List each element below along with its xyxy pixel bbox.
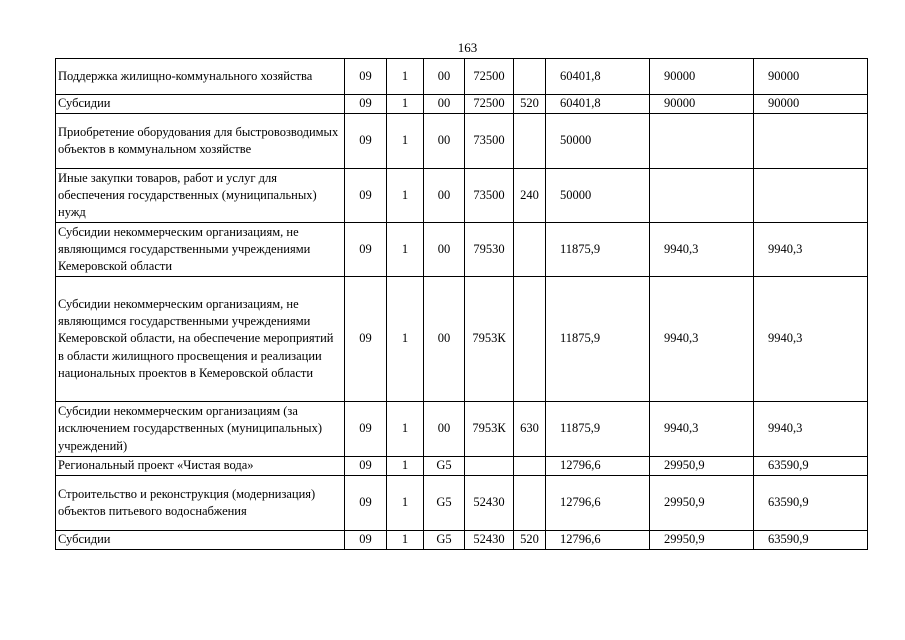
- row-code: 73500: [465, 114, 514, 169]
- row-value-1: 11875,9: [546, 277, 650, 402]
- row-value-3: 63590,9: [754, 476, 868, 531]
- row-value-3: 63590,9: [754, 457, 868, 476]
- row-name: Поддержка жилищно-коммунального хозяйства: [56, 59, 345, 95]
- row-value-2: 9940,3: [650, 402, 754, 457]
- row-subsection: 1: [387, 277, 424, 402]
- row-type: 520: [514, 95, 546, 114]
- row-value-2: [650, 114, 754, 169]
- row-type: [514, 59, 546, 95]
- row-section: 09: [345, 114, 387, 169]
- table-row: [56, 114, 868, 169]
- row-value-3: 90000: [754, 95, 868, 114]
- row-type: [514, 476, 546, 531]
- row-subsection: 1: [387, 223, 424, 277]
- row-name: Иные закупки товаров, работ и услуг для обеспечения государственных (муниципальных) нужд: [56, 169, 345, 223]
- row-subsection: 1: [387, 476, 424, 531]
- row-subsection: 1: [387, 169, 424, 223]
- row-program: 00: [424, 402, 465, 457]
- row-type: [514, 277, 546, 402]
- row-section: 09: [345, 223, 387, 277]
- row-subsection: 1: [387, 457, 424, 476]
- row-program: 00: [424, 95, 465, 114]
- row-program: 00: [424, 223, 465, 277]
- row-value-1: 12796,6: [546, 476, 650, 531]
- row-section: 09: [345, 277, 387, 402]
- row-type: [514, 457, 546, 476]
- row-value-1: 12796,6: [546, 531, 650, 550]
- row-code: 7953К: [465, 277, 514, 402]
- row-section: 09: [345, 169, 387, 223]
- row-value-1: 12796,6: [546, 457, 650, 476]
- row-value-1: 11875,9: [546, 402, 650, 457]
- row-value-1: 60401,8: [546, 59, 650, 95]
- row-value-3: [754, 114, 868, 169]
- row-code: 72500: [465, 59, 514, 95]
- row-value-3: 9940,3: [754, 277, 868, 402]
- row-name: Приобретение оборудования для быстровозводимых объектов в коммунальном хозяйстве: [56, 114, 345, 169]
- row-name: Субсидии: [56, 531, 345, 550]
- table-row: [56, 457, 868, 476]
- row-program: 00: [424, 277, 465, 402]
- row-type: [514, 114, 546, 169]
- page-number: 163: [457, 40, 478, 55]
- row-program: G5: [424, 531, 465, 550]
- budget-table: [55, 58, 868, 550]
- table-row: [56, 402, 868, 457]
- row-value-3: 90000: [754, 59, 868, 95]
- row-value-3: 63590,9: [754, 531, 868, 550]
- row-value-3: 9940,3: [754, 223, 868, 277]
- row-name: Строительство и реконструкция (модернизация) объектов питьевого водоснабжения: [56, 476, 345, 531]
- row-value-2: 29950,9: [650, 531, 754, 550]
- row-type: [514, 223, 546, 277]
- row-subsection: 1: [387, 402, 424, 457]
- row-section: 09: [345, 402, 387, 457]
- row-program: G5: [424, 457, 465, 476]
- row-subsection: 1: [387, 531, 424, 550]
- row-value-1: 50000: [546, 114, 650, 169]
- row-section: 09: [345, 457, 387, 476]
- row-type: 630: [514, 402, 546, 457]
- row-value-1: 50000: [546, 169, 650, 223]
- row-name: Региональный проект «Чистая вода»: [56, 457, 345, 476]
- row-section: 09: [345, 531, 387, 550]
- row-value-2: 90000: [650, 95, 754, 114]
- row-name: Субсидии некоммерческим организациям, не являющимся государственными учреждениями Кемеровской области, на обеспечение мероприятий в области жилищного просвещения и реализации национальных проектов в Кемеровской области: [56, 277, 345, 402]
- table-row: [56, 476, 868, 531]
- row-value-2: 29950,9: [650, 457, 754, 476]
- row-section: 09: [345, 59, 387, 95]
- table-row: [56, 277, 868, 402]
- row-value-1: 60401,8: [546, 95, 650, 114]
- row-program: 00: [424, 114, 465, 169]
- table-row: [56, 95, 868, 114]
- row-code: 52430: [465, 476, 514, 531]
- row-name: Субсидии некоммерческим организациям (за исключением государственных (муниципальных) учреждений): [56, 402, 345, 457]
- row-subsection: 1: [387, 95, 424, 114]
- row-value-3: [754, 169, 868, 223]
- row-name: Субсидии некоммерческим организациям, не являющимся государственными учреждениями Кемеровской области: [56, 223, 345, 277]
- row-code: 52430: [465, 531, 514, 550]
- row-program: 00: [424, 59, 465, 95]
- row-section: 09: [345, 476, 387, 531]
- row-value-1: 11875,9: [546, 223, 650, 277]
- row-value-2: 90000: [650, 59, 754, 95]
- row-value-2: [650, 169, 754, 223]
- row-value-2: 29950,9: [650, 476, 754, 531]
- row-program: G5: [424, 476, 465, 531]
- row-code: 73500: [465, 169, 514, 223]
- table-row: [56, 223, 868, 277]
- row-name: Субсидии: [56, 95, 345, 114]
- row-value-3: 9940,3: [754, 402, 868, 457]
- row-code: [465, 457, 514, 476]
- table-row: [56, 169, 868, 223]
- row-code: 72500: [465, 95, 514, 114]
- table-row: [56, 59, 868, 95]
- row-type: 520: [514, 531, 546, 550]
- row-value-2: 9940,3: [650, 277, 754, 402]
- row-program: 00: [424, 169, 465, 223]
- row-code: 7953К: [465, 402, 514, 457]
- row-code: 79530: [465, 223, 514, 277]
- table-row: [56, 531, 868, 550]
- row-subsection: 1: [387, 114, 424, 169]
- row-subsection: 1: [387, 59, 424, 95]
- row-type: 240: [514, 169, 546, 223]
- row-section: 09: [345, 95, 387, 114]
- row-value-2: 9940,3: [650, 223, 754, 277]
